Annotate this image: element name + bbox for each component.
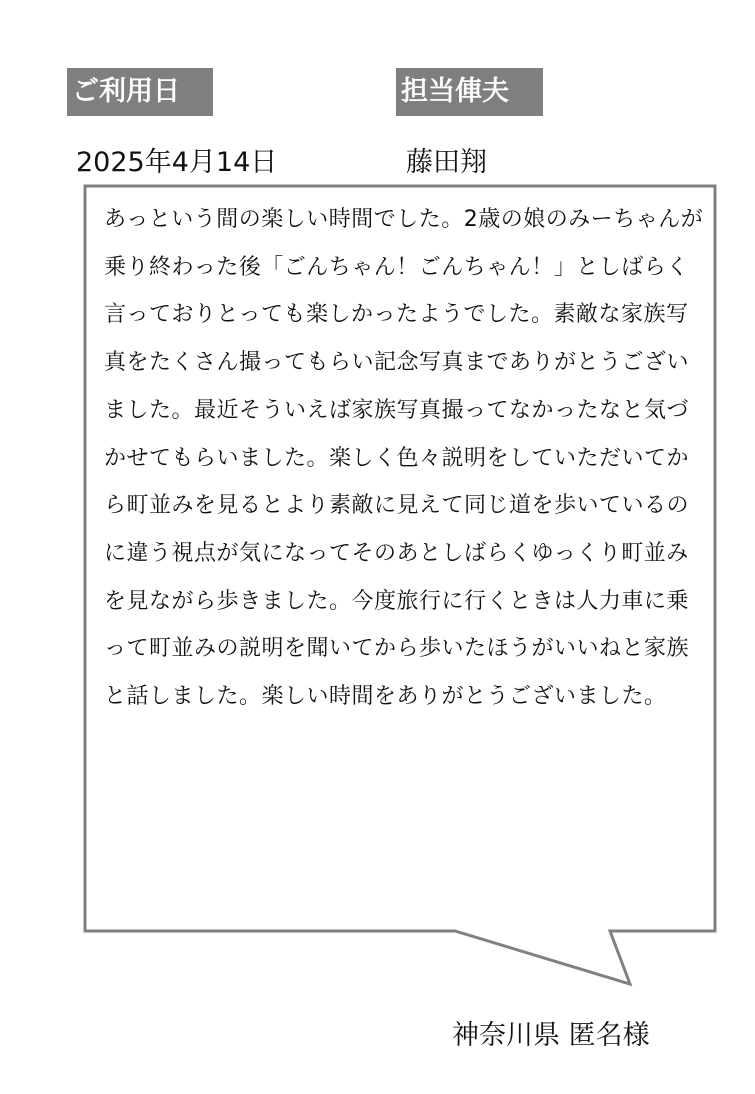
driver-label-text: 担当俥夫 — [401, 76, 509, 107]
review-text: あっという間の楽しい時間でした。2歳の娘のみーちゃんが乗り終わった後「ごんちゃん！ごんちゃん！」としばらく言っておりとっても楽しかったようでした。素敵な家族写真をたくさん撮ってもらい記念写真までありがとうございました。最近そういえば家族写真撮ってなかったなと気づかせてもらいました。楽しく色々説明をしていただいてから町並みを見るとより素敵に見えて同じ道を歩いているのに違う視点が気になってそのあとしばらくゆっくり町並みを見ながら歩きました。今度旅行に行くときは人力車に乗って町並みの説明を聞いてから歩いたほうがいいねと家族と話しました。楽しい時間をありがとうございました。 — [104, 207, 704, 710]
driver-name: 藤田翔 — [406, 147, 487, 178]
date-value: 2025年4月14日 — [76, 147, 278, 178]
customer-signature: 神奈川県 匿名様 — [452, 1020, 650, 1051]
date-label-text: ご利用日 — [72, 76, 180, 107]
